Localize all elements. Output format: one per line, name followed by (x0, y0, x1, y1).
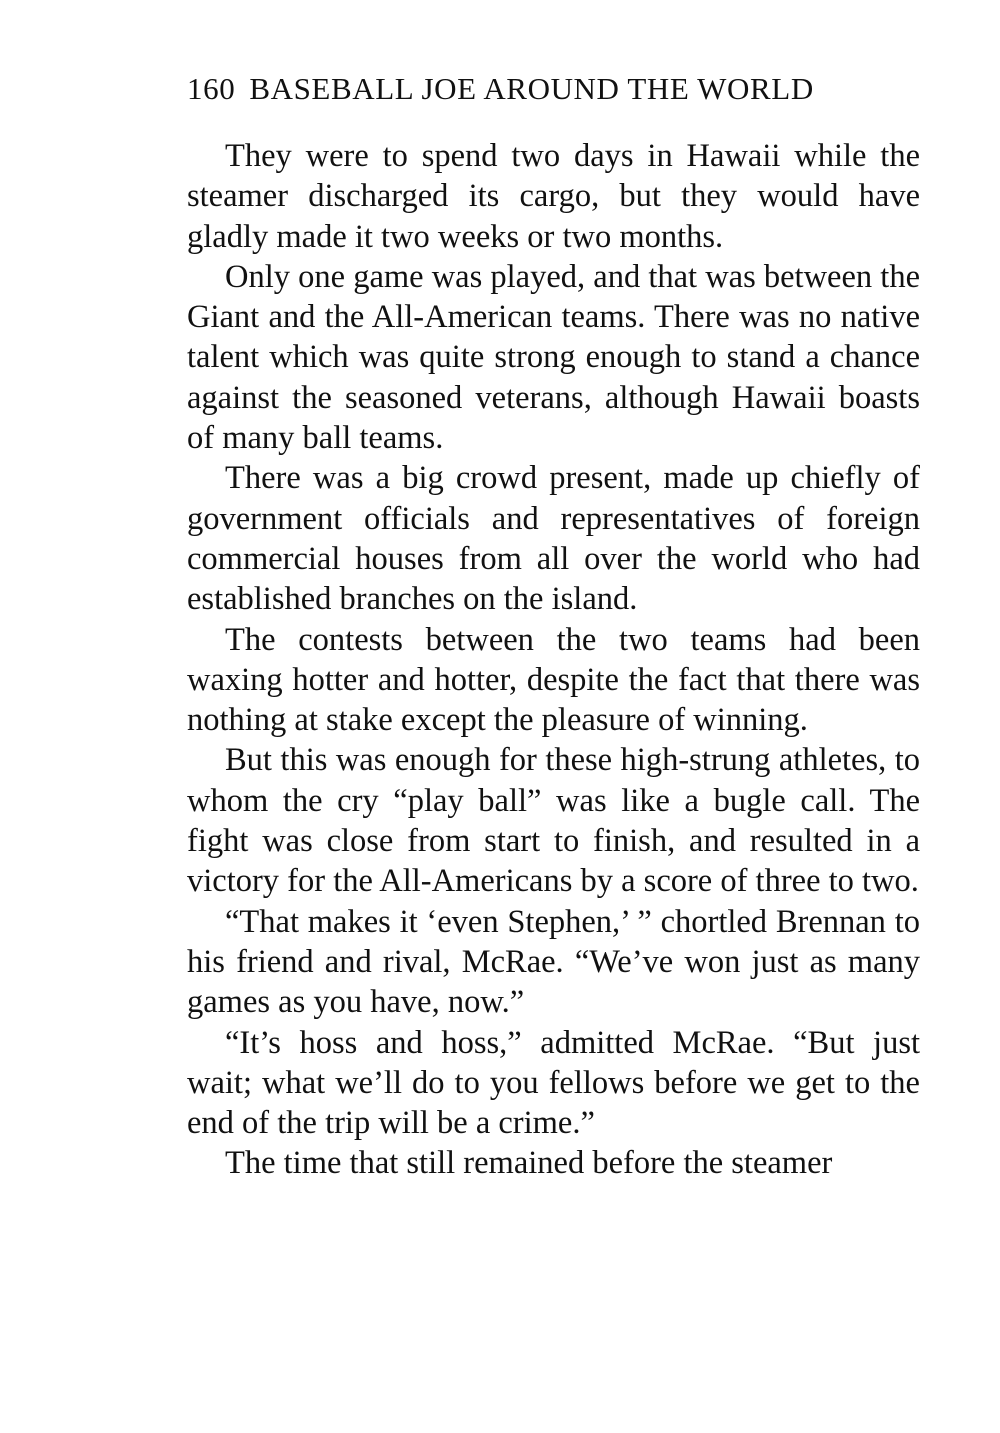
paragraph: The contests between the two teams had been waxing hotter and hotter, despite the fact that there was nothing at stake except the pleasure of winning. (187, 621, 920, 739)
running-title: BASEBALL JOE AROUND THE WORLD (249, 71, 814, 106)
page-number: 160 (187, 71, 236, 106)
body-text (187, 136, 920, 1184)
paragraph: The time that still remained before the steamer (225, 1145, 833, 1182)
paragraph: Only one game was played, and that was between the Giant and the All-American teams. There was no native talent which was quite strong enough to stand a chance against the seasoned veterans, although Hawaii boasts of many ball teams. (187, 258, 920, 457)
paragraph: “That makes it ‘even Stephen,’ ” chortled Brennan to his friend and rival, McRae. “We’ve won just as many games as you have, now.” (187, 903, 920, 1021)
running-header (187, 66, 920, 112)
paragraph: “It’s hoss and hoss,” admitted McRae. “But just wait; what we’ll do to you fellows before we get to the end of the trip will be a crime.” (187, 1024, 920, 1142)
paragraph: But this was enough for these high-strung athletes, to whom the cry “play ball” was like a bugle call. The fight was close from start to finish, and resulted in a victory for the All-Americans by a score of three to two. (187, 742, 920, 900)
paragraph: There was a big crowd present, made up chiefly of government officials and representatives of foreign commercial houses from all over the world who had established branches on the island. (187, 460, 920, 618)
paragraph: They were to spend two days in Hawaii while the steamer discharged its cargo, but they would have gladly made it two weeks or two months. (187, 138, 920, 255)
